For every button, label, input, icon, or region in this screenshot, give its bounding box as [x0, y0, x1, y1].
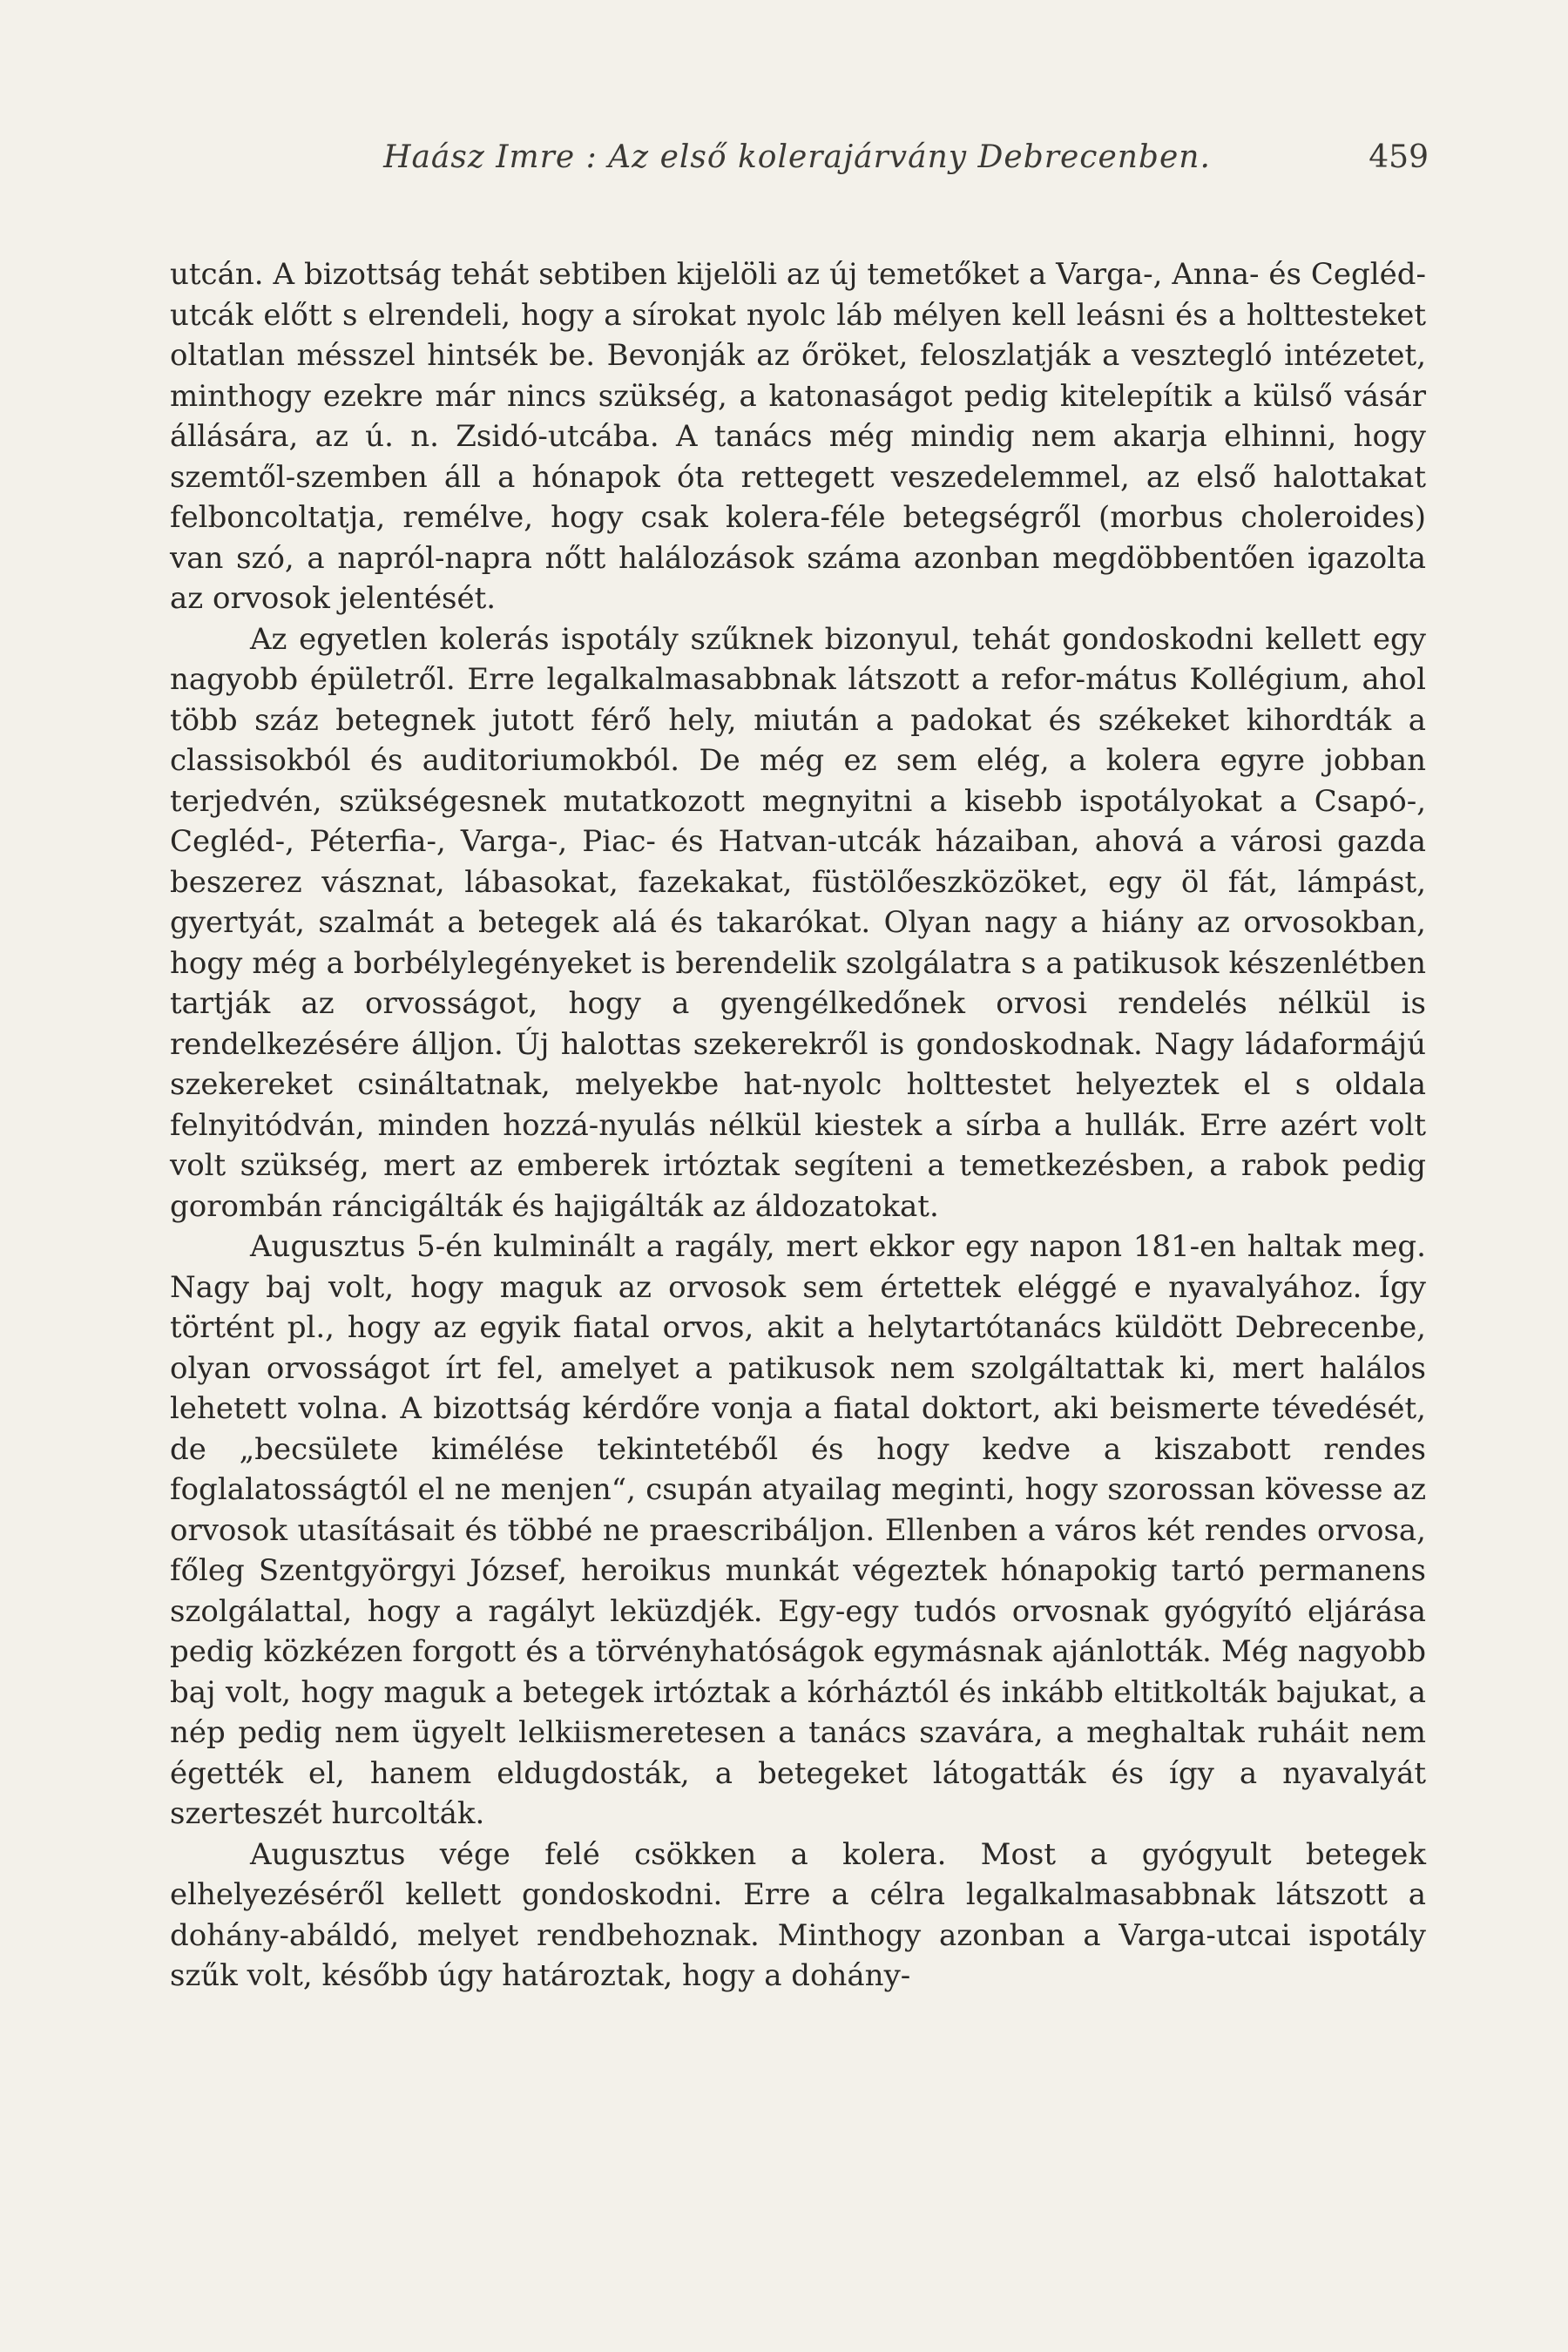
paragraph-2: Az egyetlen kolerás ispotály szűknek bizonyul, tehát gondoskodni kellett egy nagyobb épületről. Erre legalkalmasabbnak látszott a refor-mátus Kollégium, ahol több száz betegnek jutott férő hely, miután a padokat és székeket kihordták a classisokból és auditoriumokból. De még ez sem elég, a kolera egyre jobban terjedvén, szükségesnek mutatkozott megnyitni a kisebb ispotályokat a Csapó-, Cegléd-, Péterfia-, Varga-, Piac- és Hatvan-utcák házaiban, ahová a városi gazda beszerez vásznat, lábasokat, fazekakat, füstölőeszközöket, egy öl fát, lámpást, gyertyát, szalmát a betegek alá és takarókat. Olyan nagy a hiány az orvosokban, hogy még a borbélylegényeket is berendelik szolgálatra s a patikusok készenlétben tartják az orvosságot, hogy a gyengélkedőnek orvosi rendelés nélkül is rendelkezésére álljon. Új halottas szekerekről is gondoskodnak. Nagy ládaformájú szekereket csináltatnak, melyekbe hat-nyolc holttestet helyeztek el s oldala felnyitódván, minden hozzá-nyulás nélkül kiestek a sírba a hullák. Erre azért volt volt szükség, mert az emberek irtóztak segíteni a temetkezésben, a rabok pedig gorombán ráncigálták és hajigálták az áldozatokat.	[170, 621, 1426, 1224]
paragraph-1: utcán. A bizottság tehát sebtiben kijelöli az új temetőket a Varga-, Anna- és Cegléd-utcák előtt s elrendeli, hogy a sírokat nyolc láb mélyen kell leásni és a holttesteket oltatlan mésszel hintsék be. Bevonják az őröket, feloszlatják a vesztegló intézetet, minthogy ezekre már nincs szükség, a katonaságot pedig kitelepítik a külső vásár állására, az ú. n. Zsidó-utcába. A tanács még mindig nem akarja elhinni, hogy szemtől-szemben áll a hónapok óta rettegett veszedelemmel, az első halottakat felboncoltatja, remélve, hogy csak kolera-féle betegségről (morbus choleroides) van szó, a napról-napra nőtt halálozások száma azonban megdöbbentően igazolta az orvosok jelentését.	[170, 257, 1426, 616]
running-header	[166, 139, 1429, 192]
paragraph-3: Augusztus 5-én kulminált a ragály, mert ekkor egy napon 181-en haltak meg. Nagy baj volt, hogy maguk az orvosok sem értettek eléggé e nyavalyához. Így történt pl., hogy az egyik fiatal orvos, akit a helytartótanács küldött Debrecenbe, olyan orvosságot írt fel, amelyet a patikusok nem szolgáltattak ki, mert halálos lehetett volna. A bizottság kérdőre vonja a fiatal doktort, aki beismerte tévedését, de „becsülete kimélése tekintetéből és hogy kedve a kiszabott rendes foglalatosságtól el ne menjen“, csupán atyailag meginti, hogy szorossan kövesse az orvosok utasításait és többé ne praescribáljon. Ellenben a város két rendes orvosa, főleg Szentgyörgyi József, heroikus munkát végeztek hónapokig tartó permanens szolgálattal, hogy a ragályt leküzdjék. Egy-egy tudós orvosnak gyógyító eljárása pedig közkézen forgott és a törvényhatóságok egymásnak ajánlották. Még nagyobb baj volt, hogy maguk a betegek irtóztak a kórháztól és inkább eltitkolták bajukat, a nép pedig nem ügyelt lelkiismeretesen a tanács szavára, a meghaltak ruháit nem égették el, hanem eldugdosták, a betegeket látogatták és így a nyavalyát szerteszét hurcolták.	[170, 1229, 1426, 1831]
running-title: Haász Imre : Az első kolerajárvány Debrecenben.	[383, 139, 1211, 175]
page-number: 459	[1369, 139, 1429, 175]
body-text	[170, 254, 1426, 1997]
paragraph-4: Augusztus vége felé csökken a kolera. Most a gyógyult betegek elhelyezéséről kellett gondoskodni. Erre a célra legalkalmasabbnak látszott a dohány-abáldó, melyet rendbehoznak. Minthogy azonban a Varga-utcai ispotály szűk volt, később úgy határoztak, hogy a dohány-	[170, 1836, 1426, 1993]
